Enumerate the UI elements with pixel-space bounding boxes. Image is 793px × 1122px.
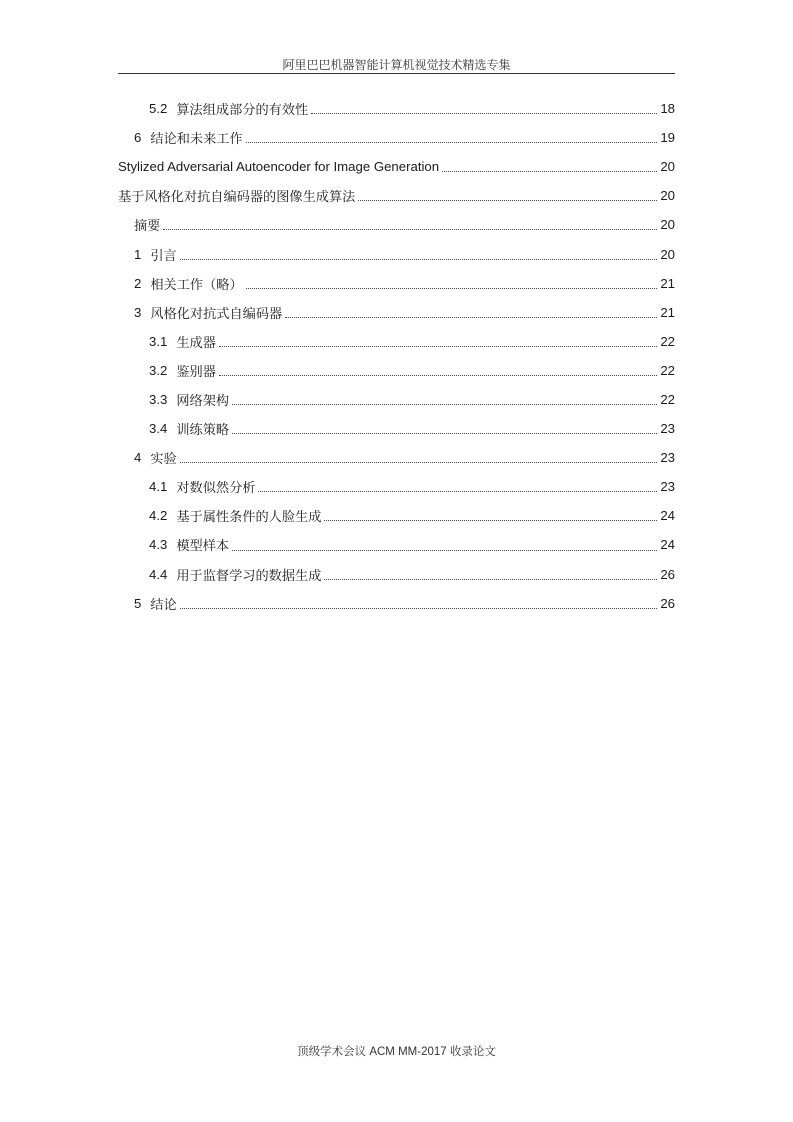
toc-dot-leader [180, 259, 658, 260]
toc-entry-page: 19 [660, 130, 675, 146]
toc-entry-page: 18 [660, 101, 675, 117]
toc-entry-page: 26 [660, 566, 675, 582]
toc-entry-title: 基于属性条件的人脸生成 [176, 509, 322, 525]
toc-entry-number: 3.3 [149, 391, 168, 407]
toc-entry-6[interactable] [118, 123, 675, 152]
toc-entry-title: 实验 [150, 451, 177, 467]
toc-entry-number: 4.1 [149, 479, 168, 495]
toc-entry-2[interactable] [118, 269, 675, 298]
toc-entry-page: 23 [660, 450, 675, 466]
toc-entry-title: 引言 [150, 247, 177, 263]
toc-entry-3[interactable] [118, 298, 675, 327]
toc-entry-page: 21 [660, 304, 675, 320]
toc-entry-number: 4.3 [149, 537, 168, 553]
toc-entry-number: 1 [134, 246, 142, 262]
toc-entry-title: 鉴别器 [176, 363, 216, 379]
toc-entry-number: 4 [134, 450, 142, 466]
toc-entry-page: 23 [660, 421, 675, 437]
toc-entry-5[interactable] [118, 589, 675, 618]
page-footer: 顶级学术会议 ACM MM-2017 收录论文 [297, 1046, 496, 1058]
toc-entry-title: 对数似然分析 [176, 480, 256, 496]
toc-entry-page: 23 [660, 479, 675, 495]
toc-dot-leader [258, 491, 657, 492]
toc-entry-title: 基于风格化对抗自编码器的图像生成算法 [118, 189, 356, 205]
toc-dot-leader [232, 433, 657, 434]
toc-entry-number: 3.4 [149, 421, 168, 437]
toc-entry-abstract[interactable] [118, 210, 675, 239]
toc-dot-leader [324, 579, 657, 580]
toc-entry-3-4[interactable] [118, 414, 675, 443]
toc-dot-leader [285, 317, 657, 318]
toc-entry-number: 4.2 [149, 508, 168, 524]
toc-dot-leader [180, 608, 658, 609]
toc-dot-leader [246, 288, 658, 289]
toc-entry-page: 24 [660, 508, 675, 524]
toc-entry-title: 结论和未来工作 [150, 131, 243, 147]
toc-entry-number: 3.1 [149, 333, 168, 349]
toc-dot-leader [219, 346, 657, 347]
toc-entry-3-2[interactable] [118, 356, 675, 385]
toc-entry-title: 摘要 [134, 218, 161, 234]
toc-entry-4-4[interactable] [118, 560, 675, 589]
toc-entry-1[interactable] [118, 239, 675, 268]
toc-entry-title: Stylized Adversarial Autoencoder for Image Generation [118, 159, 440, 175]
toc-entry-page: 22 [660, 391, 675, 407]
toc-dot-leader [163, 229, 657, 230]
toc-entry-page: 21 [660, 275, 675, 291]
toc-dot-leader [442, 171, 657, 172]
toc-entry-page: 22 [660, 333, 675, 349]
toc-dot-leader [358, 200, 657, 201]
toc-entry-title: 生成器 [176, 334, 216, 350]
toc-entry-4[interactable] [118, 443, 675, 472]
toc-entry-number: 5 [134, 595, 142, 611]
toc-entry-number: 5.2 [149, 101, 168, 117]
toc-entry-number: 3 [134, 304, 142, 320]
toc-dot-leader [219, 375, 657, 376]
toc-entry-page: 20 [660, 159, 675, 175]
toc-entry-title: 结论 [150, 596, 177, 612]
toc-entry-number: 4.4 [149, 566, 168, 582]
toc-dot-leader [180, 462, 658, 463]
toc-entry-title: 模型样本 [176, 538, 230, 554]
toc-entry-page: 24 [660, 537, 675, 553]
toc-entry-number: 6 [134, 130, 142, 146]
toc-dot-leader [324, 520, 657, 521]
toc-entry-page: 20 [660, 246, 675, 262]
toc-entry-title: 用于监督学习的数据生成 [176, 567, 322, 583]
toc-entry-title: 网络架构 [176, 392, 230, 408]
page-header-title: 阿里巴巴机器智能计算机视觉技术精选专集 [282, 58, 511, 72]
toc-dot-leader [246, 142, 658, 143]
toc-entry-number: 2 [134, 275, 142, 291]
toc-entry-title: 训练策略 [176, 422, 230, 438]
toc-entry-title: 风格化对抗式自编码器 [150, 305, 283, 321]
toc-entry-3-3[interactable] [118, 385, 675, 414]
table-of-contents [118, 94, 675, 618]
toc-entry-5-2[interactable] [118, 94, 675, 123]
toc-dot-leader [311, 113, 657, 114]
toc-entry-chinese-title[interactable] [118, 181, 675, 210]
header-divider [118, 73, 675, 74]
toc-entry-page: 20 [660, 188, 675, 204]
toc-entry-number: 3.2 [149, 362, 168, 378]
toc-entry-english-title[interactable] [118, 152, 675, 181]
toc-entry-title: 算法组成部分的有效性 [176, 102, 309, 118]
toc-entry-4-2[interactable] [118, 501, 675, 530]
toc-entry-3-1[interactable] [118, 327, 675, 356]
toc-entry-page: 22 [660, 362, 675, 378]
toc-entry-4-1[interactable] [118, 472, 675, 501]
toc-entry-page: 20 [660, 217, 675, 233]
toc-dot-leader [232, 550, 657, 551]
toc-dot-leader [232, 404, 657, 405]
toc-entry-title: 相关工作（略） [150, 276, 243, 292]
toc-entry-4-3[interactable] [118, 530, 675, 559]
toc-entry-page: 26 [660, 595, 675, 611]
